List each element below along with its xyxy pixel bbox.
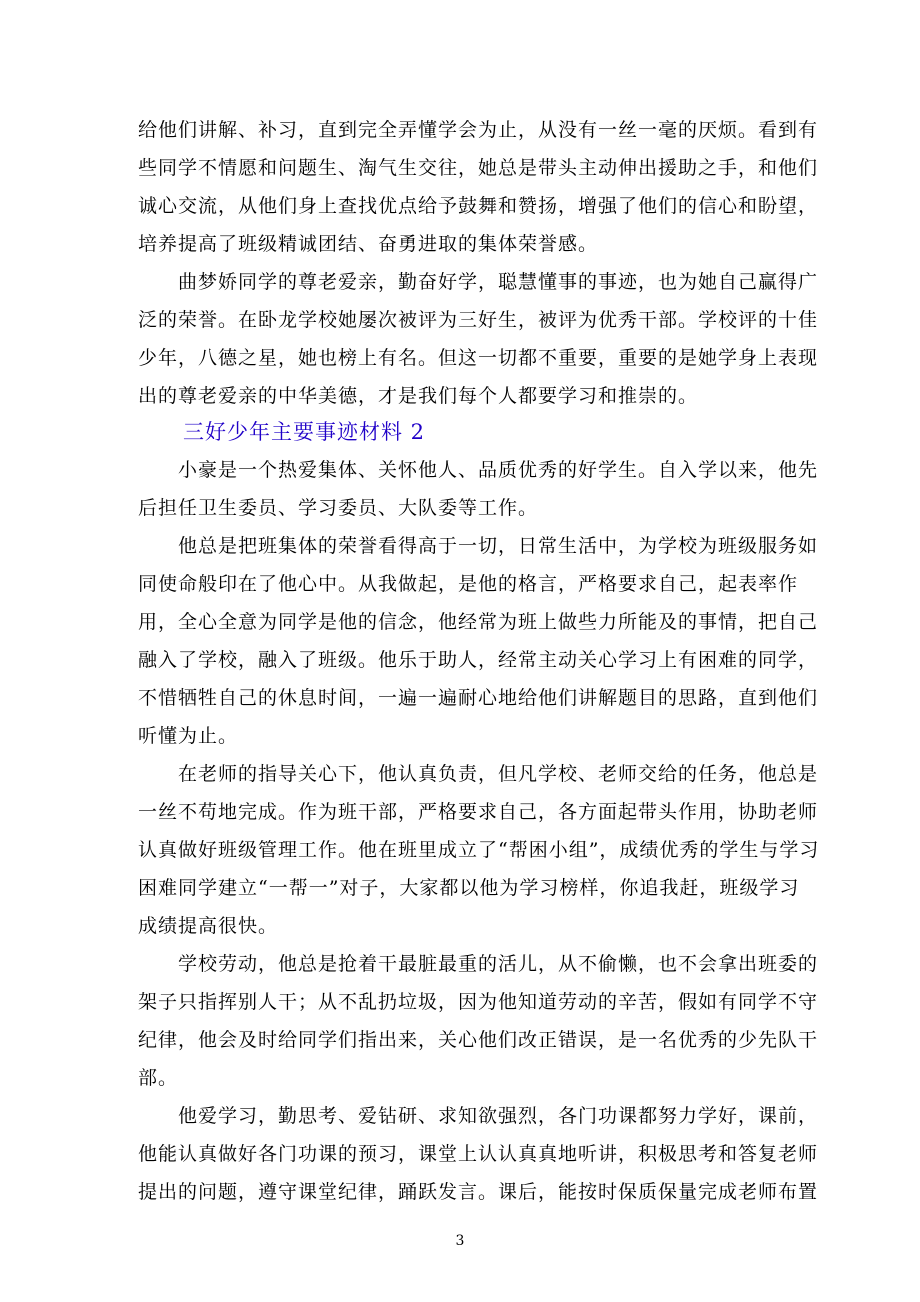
text-line: 部。 <box>138 1067 179 1089</box>
text-line: 融入了学校，融入了班级。他乐于助人，经常主动关心学习上有困难的同学， <box>138 649 819 671</box>
text-line: 认真做好班级管理工作。他在班里成立了“帮困小组”，成绩优秀的学生与学习 <box>138 839 820 861</box>
text-line: 纪律，他会及时给同学们指出来，关心他们改正错误，是一名优秀的少先队干 <box>138 1029 819 1051</box>
text-line: 困难同学建立“一帮一”对子，大家都以他为学习榜样，你追我赶，班级学习 <box>138 877 800 899</box>
text-line: 听懂为止。 <box>138 725 239 747</box>
text-line: 架子只指挥别人干；从不乱扔垃圾，因为他知道劳动的辛苦，假如有同学不守 <box>138 991 819 1013</box>
text-line: 给他们讲解、补习，直到完全弄懂学会为止，从没有一丝一毫的厌烦。看到有 <box>138 119 819 141</box>
text-line: 成绩提高很快。 <box>138 915 279 937</box>
page-number: 3 <box>455 1233 465 1249</box>
text-line: 在老师的指导关心下，他认真负责，但凡学校、老师交给的任务，他总是 <box>178 763 819 785</box>
text-line: 他能认真做好各门功课的预习，课堂上认认真真地听讲，积极思考和答复老师 <box>138 1143 819 1165</box>
text-line: 泛的荣誉。在卧龙学校她屡次被评为三好生，被评为优秀干部。学校评的十佳 <box>138 309 819 331</box>
text-line: 不惜牺牲自己的休息时间，一遍一遍耐心地给他们讲解题目的思路，直到他们 <box>138 687 819 709</box>
text-line: 学校劳动，他总是抢着干最脏最重的活儿，从不偷懒，也不会拿出班委的 <box>178 953 819 975</box>
text-line: 后担任卫生委员、学习委员、大队委等工作。 <box>138 497 539 519</box>
text-line: 提出的问题，遵守课堂纪律，踊跃发言。课后，能按时保质保量完成老师布置 <box>138 1181 819 1203</box>
text-line: 出的尊老爱亲的中华美德，才是我们每个人都要学习和推崇的。 <box>138 385 699 407</box>
text-line: 些同学不情愿和问题生、淘气生交往，她总是带头主动伸出援助之手，和他们 <box>138 157 819 179</box>
text-line: 同使命般印在了他心中。从我做起，是他的格言，严格要求自己，起表率作 <box>138 573 799 595</box>
text-line: 他总是把班集体的荣誉看得高于一切，日常生活中，为学校为班级服务如 <box>178 535 819 557</box>
text-line: 培养提高了班级精诚团结、奋勇进取的集体荣誉感。 <box>138 233 599 255</box>
section-heading: 三好少年主要事迹材料 2 <box>183 420 426 444</box>
text-line: 用，全心全意为同学是他的信念，他经常为班上做些力所能及的事情，把自己 <box>138 611 819 633</box>
text-line: 曲梦娇同学的尊老爱亲，勤奋好学，聪慧懂事的事迹，也为她自己赢得广 <box>178 271 819 293</box>
text-line: 诚心交流，从他们身上查找优点给予鼓舞和赞扬，增强了他们的信心和盼望， <box>138 195 819 217</box>
text-line: 少年，八德之星，她也榜上有名。但这一切都不重要，重要的是她学身上表现 <box>138 347 819 369</box>
text-line: 一丝不苟地完成。作为班干部，严格要求自己，各方面起带头作用，协助老师 <box>138 801 819 823</box>
text-line: 他爱学习，勤思考、爱钻研、求知欲强烈，各门功课都努力学好，课前， <box>178 1105 819 1127</box>
text-line: 小豪是一个热爱集体、关怀他人、品质优秀的好学生。自入学以来，他先 <box>178 459 819 481</box>
